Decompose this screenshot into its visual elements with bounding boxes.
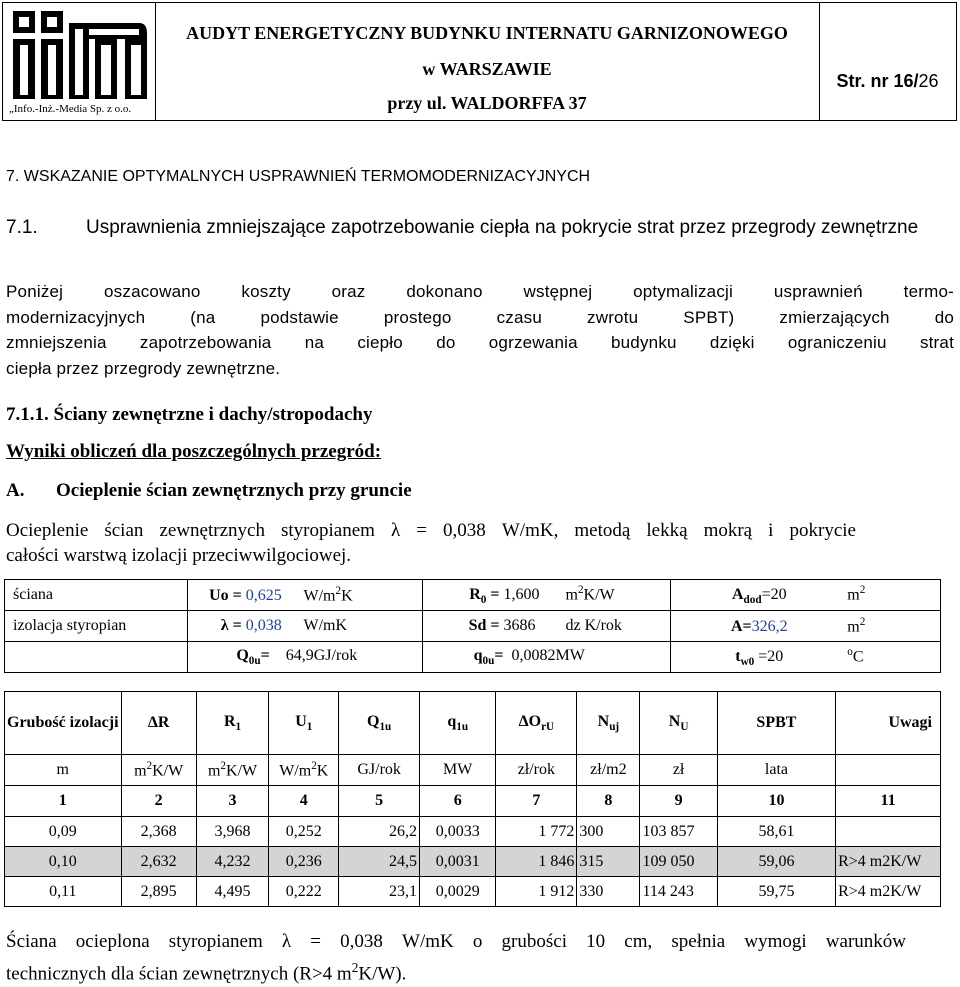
- intro-paragraph: Poniżej oszacowano koszty oraz dokonano wstępnej optymalizacji usprawnień termo- modernizacyjnych (na podstawie prostego czasu zwrotu SPBT) zmierzających do zmniejszenia zapotrzebowania na ciepło do ogrzewania budynku dzięki ograniczeniu strat ciepła przez przegrody zewnętrzne.: [6, 282, 954, 378]
- page-number-cell: [819, 3, 956, 120]
- company-name: „Info.-Inż.-Media Sp. z o.o.: [9, 103, 132, 115]
- subsection-title: 7.1. Usprawnienia zmniejszające zapotrzebowanie ciepła na pokrycie strat przez przegrody zewnętrzne: [6, 217, 919, 238]
- col-header: Grubość izolacji: [5, 692, 122, 755]
- table-row: 0,09 2,368 3,968 0,252 26,2 0,0033 1 772 300 103 857 58,61: [5, 817, 941, 847]
- table-header-row: [5, 692, 941, 755]
- conclusion-text: Ściana ocieplona styropianem λ = 0,038 W/mK o grubości 10 cm, spełnia wymogi warunków technicznych dla ścian zewnętrznych (R>4 $m^2K/W$).: [6, 931, 906, 985]
- col-header: SPBT: [717, 692, 835, 755]
- param-row: ściana Uo = 0,625 $W/m^2K$ $R_0 = 1,600$ $m^2K/W$ $A_{dod}=20$ $m^2$: [5, 580, 941, 611]
- subsubsection-title: 7.1.1. Ściany zewnętrzne i dachy/stropodachy: [6, 404, 373, 425]
- param-row: izolacja styropian λ = 0,038 W/mK Sd = 3686 dz K/rok A=326,2 $m^2$: [5, 611, 941, 642]
- variant-heading: A. Ocieplenie ścian zewnętrznych przy gruncie: [6, 480, 412, 501]
- column-numbers-row: 1 2 3 4 5 6 7 8 9 10 11: [5, 786, 941, 817]
- variant-description: Ocieplenie ścian zewnętrznych styropianem λ = 0,038 W/mK, metodą lekką mokrą i pokrycie całości warstwą izolacji przeciwwilgociowej.: [6, 520, 856, 566]
- col-header: Uwagi: [836, 692, 941, 755]
- col-header: $q_{1u}$: [420, 692, 496, 755]
- company-logo: [11, 9, 151, 101]
- col-header: $R_1$: [196, 692, 269, 755]
- param-row: $Q_{0u}= 64,9GJ/rok$ $q_{0u}= 0,0082MW$ $t_{w0} =20$ $^o$C: [5, 642, 941, 673]
- col-header: $U_1$: [269, 692, 339, 755]
- param-wall: ściana: [13, 586, 53, 603]
- units-row: m $m^2K/W$ $m^2K/W$ $W/m^2K$ GJ/rok MW zł/rok zł/m2 zł lata: [5, 755, 941, 786]
- header-title-line3: przy ul. WALDORFFA 37: [387, 93, 587, 113]
- col-header: $N_U$: [640, 692, 717, 755]
- page-header: [2, 2, 957, 121]
- header-title-line1: AUDYT ENERGETYCZNY BUDYNKU INTERNATU GARNIZONOWEGO: [186, 23, 788, 43]
- table-row: 0,11 2,895 4,495 0,222 23,1 0,0029 1 912 330 114 243 59,75 R>4 m2K/W: [5, 877, 941, 907]
- table-row: 0,10 2,632 4,232 0,236 24,5 0,0031 1 846 315 109 050 59,06 R>4 m2K/W: [5, 847, 941, 877]
- section-title: 7. WSKAZANIE OPTYMALNYCH USPRAWNIEŃ TERMOMODERNIZACYJNYCH: [6, 168, 591, 185]
- col-header: $Q_{1u}$: [339, 692, 420, 755]
- header-title-line2: w WARSZAWIE: [422, 59, 552, 79]
- logo-cell: [3, 3, 156, 120]
- header-title-cell: [155, 3, 820, 120]
- param-insulation: izolacja styropian: [13, 617, 127, 634]
- col-header: $\Delta O_{rU}$: [496, 692, 577, 755]
- parameters-table: [4, 579, 941, 673]
- page-number: Str. nr 16/26: [836, 71, 939, 91]
- col-header: $N_{uj}$: [577, 692, 640, 755]
- results-heading: Wyniki obliczeń dla poszczególnych przegród:: [6, 441, 382, 462]
- results-table: [4, 691, 941, 907]
- col-header: ΔR: [121, 692, 196, 755]
